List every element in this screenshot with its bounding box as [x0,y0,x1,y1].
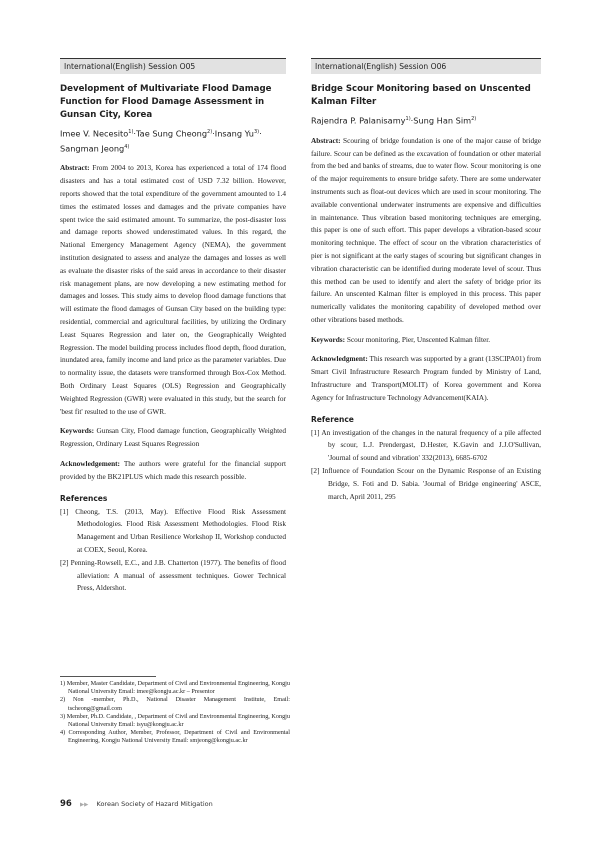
author-list [60,126,286,155]
author-name: Rajendra P. Palanisamy [311,115,406,126]
footnote-divider [60,676,156,677]
author-separator: · [410,115,414,126]
keywords [60,425,286,451]
reference-item: [1] Cheong, T.S. (2013, May). Effective Flood Risk Assessment Methodologies. Flood Risk Assessment Methodologies. Flood Risk Management and Urban Resilience Workshop II, Workshop conducted at COEX, Seoul, Korea. [60,506,286,554]
author-separator: · [259,128,262,139]
paper-title: Bridge Scour Monitoring based on Unscented Kalman Filter [311,84,531,107]
author-separator: · [212,128,215,139]
author-affiliation-mark: 1) [128,129,134,135]
reference-item: [2] Influence of Foundation Scour on the Dynamic Response of an Existing Bridge, S. Foti and D. Sabia. 'Journal of Bridge engineering' ASCE, march, April 2011, 295 [311,466,541,501]
footnote-item: 2) Non -member, Ph.D., National Disaster Management Institute, Email: tscheong@gmail.com [60,696,290,712]
keywords-heading: Keywords: [311,334,346,344]
session-label: International(English) Session O06 [311,58,541,74]
abstract-heading: Abstract: [60,163,90,173]
journal-name: Korean Society of Hazard Mitigation [96,800,213,808]
author-name: Tae Sung Cheong [136,128,208,139]
reference-item: [2] Penning-Rowsell, E.C., and J.B. Chatterton (1977). The benefits of flood alleviation: A manual of assessment techniques. Gower Technical Press, Aldershot. [60,557,286,593]
reference-list [311,427,541,504]
author-name: Insang Yu [214,128,254,139]
author-affiliation-mark: 2) [471,116,477,122]
keywords [311,334,541,347]
left-column [60,58,286,595]
acknowledgement-heading: Acknowledgement: [60,459,120,468]
reference-list [60,506,286,596]
abstract-text: From 2004 to 2013, Korea has experienced a total of 174 flood disasters and has a total estimated cost of USD 7.32 billion. However, reports showed that the total expenditure of the government amounted to 1.4 times the estimated losses and damages and the private companies have spent twice the said estimated amount. To summarize, the post-disaster loss and damage reports showed underestimated values. In this regard, the National Emergency Management Agency (NEMA), the government institution designated to assess and analyze the damages and losses as well as evaluate the disaster risks of the said areas in accordance to their disaster risk management plans, are now developing a new estimating method for damages and losses. This study aims to develop flood damage functions that will estimate the flood damages of Gunsan City based on the building type: residential, commercial and agricultural facilities, by utilizing the Ordinary Least Squares Regression and later on, the Geographically Weighted Regression. The model building process includes flood depth, flood duration, inundated area, family income and land price as the parameter variables. Due to normality issue, the datasets were transformed through Box-Cox Method. Both Ordinary Least Squares (OLS) Regression and Geographically Weighted Regression (GWR) were evaluated in this study, but the search for 'best fit' resulted to the use of GWR. [60,163,286,416]
acknowledgement [60,458,286,484]
author-separator: · [133,128,137,139]
session-label: International(English) Session O05 [60,58,286,74]
page-footer [60,791,213,810]
author-affiliation-mark: 2) [207,129,213,135]
abstract-heading: Abstract: [311,135,341,145]
author-affiliation-mark: 4) [124,143,130,150]
footnote-item: 3) Member, Ph.D. Candidate, , Department of Civil and Environmental Engineering, Kongju National University Email: isyu@kongju.ac.kr [60,712,290,729]
author-name: Imee V. Necesito [60,128,129,139]
author-name: Sangman Jeong [60,143,125,154]
abstract [311,135,541,327]
abstract [60,162,286,418]
acknowledgement-text: This research was supported by a grant (13SCIPA01) from Smart Civil Infrastructure Research Program funded by Ministry of Land, Infrastructure and Transport(MOLIT) of Korea government and Korea Agency for Infrastructure Technology Advancement(KAIA). [311,354,541,402]
page-number: 96 [60,799,72,809]
acknowledgement-text: The authors were grateful for the financial support provided by the BK21PLUS which made this research possible. [60,459,286,481]
paper-title: Development of Multivariate Flood Damage Function for Flood Damage Assessment in Gunsan City, Korea [60,84,272,120]
double-arrow-icon: ▶▶ [79,802,89,808]
footnote-item: 4) Corresponding Author, Member, Professor, Department of Civil and Environmental Engineering, Kongju National University Email: smjeong@kongju.ac.kr [60,729,290,745]
references-heading: References [60,493,108,503]
references-heading: Reference [311,414,354,424]
right-column [311,58,541,503]
author-affiliation-mark: 3) [253,129,260,135]
footnotes [60,680,290,746]
acknowledgement-heading: Acknowledgment: [311,354,368,364]
abstract-text: Scouring of bridge foundation is one of the major cause of bridge failure. Scour can be defined as the excavation of foundation or other material from the bed and banks of streams, due to water flow. Scour monitoring is one of the major requirements to ensure bridge safety. There are some underwater instruments such as float-out devices which are used in scour monitoring. The available conventional underwater instruments are expensive and difficulties in maintenance. Thus vibration based monitoring techniques are emerging, this paper is one of such effort. This paper develops a vibration-based scour monitoring technique. The effect of scour on the vibration characteristics of pier is not significant at the early stages of scouring but significant changes in vibration characteristic can be identified during moderate level of scour. Thus this method can be used to identify and alert the safety of bridge prior its failure. An unscented Kalman filter is employed in this process. This paper numerically validates the monitoring capability of developed method over other vibrations based methods. [311,135,541,324]
author-name: Sung Han Sim [413,115,472,126]
acknowledgement [311,353,541,404]
author-list [311,113,541,128]
footnote-item: 1) Member, Master Candidate, Department of Civil and Environmental Engineering, Kongju National University Email: imee@kongju.ac.kr – Presentor [60,680,290,696]
keywords-text: Gunsan City, Flood damage function, Geographically Weighted Regression, Ordinary Least Squares Regression [60,426,286,449]
reference-item: [1] An investigation of the changes in the natural frequency of a pile affected by scour, L.J. Prendergast, D.Hester, K.Gavin and J.J.O'Sullivan, 'Journal of sound and vibration' 332(2013), 6685-6702 [311,427,541,463]
keywords-heading: Keywords: [60,426,95,436]
author-affiliation-mark: 1) [405,116,411,122]
keywords-text: Scour monitoring, Pier, Unscented Kalman filter. [345,334,491,344]
